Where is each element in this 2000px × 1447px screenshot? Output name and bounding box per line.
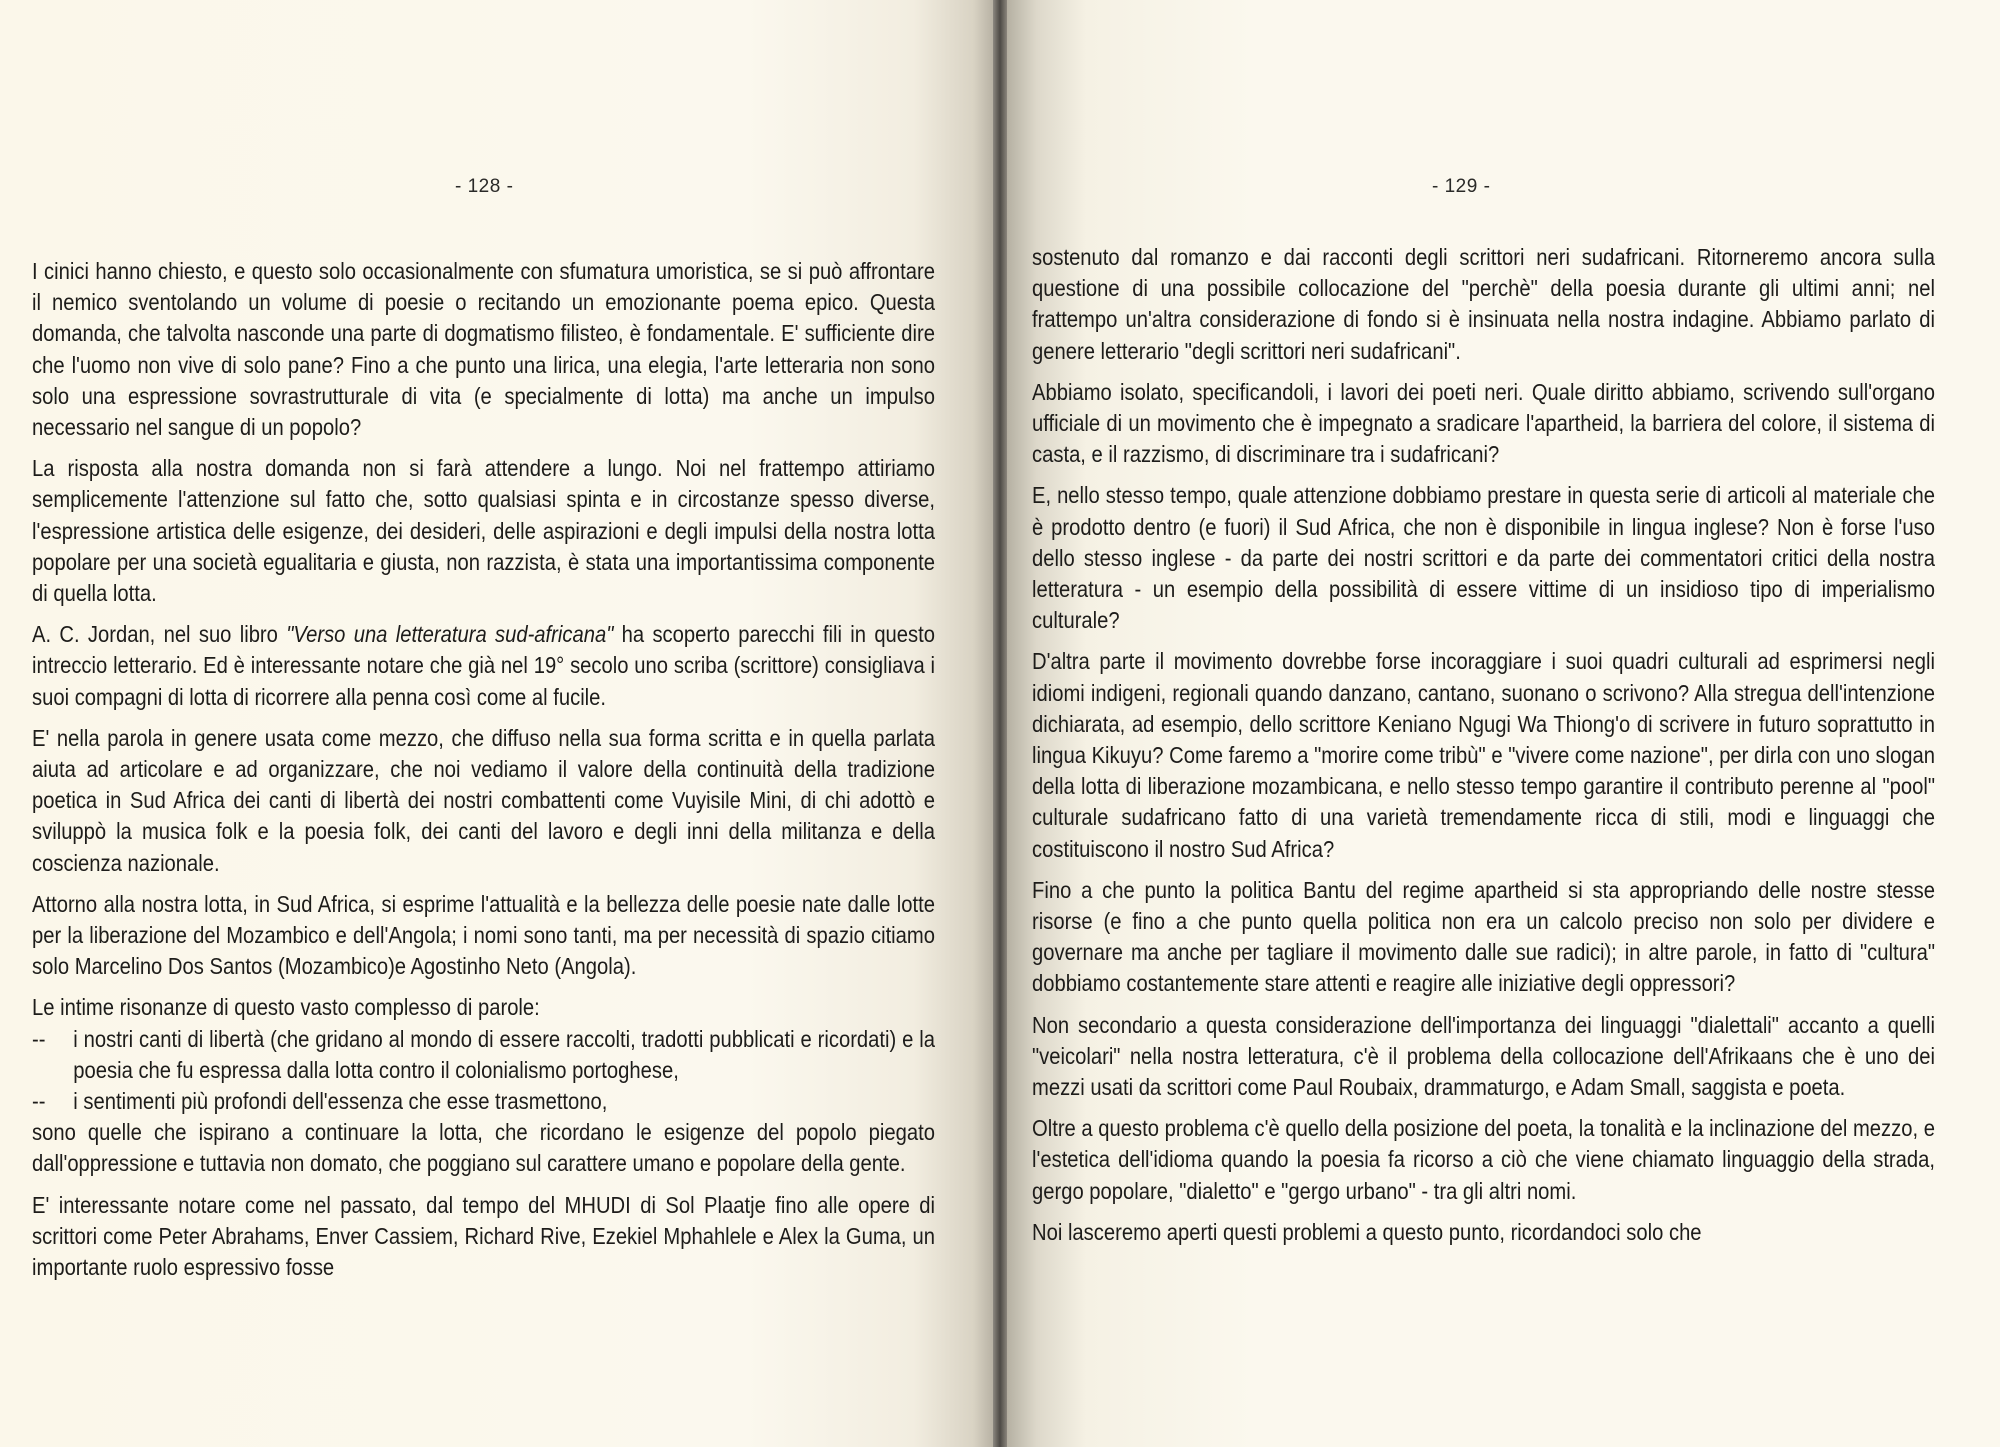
paragraph: I cinici hanno chiesto, e questo solo occasionalmente con sfumatura umoristica, se si può affrontare il nemico sventolando un volume di poesie o recitando un emozionante poema epico. Questa domanda, che talvolta nasconde una parte di dogmatismo filisteo, è fondamentale. E' sufficiente dire che l'uomo non vive di solo pane? Fino a che punto una lirica, una elegia, l'arte letteraria non sono solo una espressione sovrastrutturale di vita (e specialmente di lotta) ma anche un impulso necessario nel sangue di un popolo? — [32, 258, 935, 441]
paragraph: E, nello stesso tempo, quale attenzione dobbiamo prestare in questa serie di articoli al materiale che è prodotto dentro (e fuori) il Sud Africa, che non è disponibile in lingua inglese? Non è forse l'uso dello stesso inglese - da parte dei nostri scrittori e da parte dei commentatori critici della nostra letteratura - un esempio della possibilità di essere vittime di un insidioso tipo di imperialismo culturale? — [1032, 482, 1935, 634]
list-item — [32, 1086, 935, 1117]
paragraph-rest: ha scoperto parecchi fili in questo intreccio letterario. Ed è interessante notare che già nel 19° secolo uno scriba (scrittore) consigliava i suoi compagni di lotta di ricorrere alla penna così come al fucile. — [32, 621, 935, 710]
paragraph: E' nella parola in genere usata come mezzo, che diffuso nella sua forma scritta e in quella parlata aiuta ad articolare e ad organizzare, che noi vediamo il valore della continuità della tradizione poetica in Sud Africa dei canti di libertà dei nostri combattenti come Vuyisile Mini, di chi adottò e sviluppò la musica folk e la poesia folk, dei canti del lavoro e degli inni della militanza e della coscienza nazionale. — [32, 724, 935, 876]
paragraph: D'altra parte il movimento dovrebbe forse incoraggiare i suoi quadri culturali ad esprimersi negli idiomi indigeni, regionali quando danzano, cantano, suonano o scrivono? Alla stregua dell'intenzione dichiarata, ad esempio, dello scrittore Keniano Ngugi Wa Thiong'o di scrivere in futuro soprattutto in lingua Kikuyu? Come faremo a "morire come tribù" e "vivere come nazione", per dirla con uno slogan della lotta di liberazione mozambicana, e nello stesso tempo garantire il contributo perenne al "pool" culturale sudafricano fatto di una varietà tremendamente ricca di stili, modi e linguaggi che costituiscono il nostro Sud Africa? — [1032, 648, 1935, 862]
paragraph: Fino a che punto la politica Bantu del regime apartheid si sta appropriando delle nostre stesse risorse (e fino a che punto quella politica non era un calcolo preciso non solo per dividere e governare ma anche per tagliare il movimento dalle sue radici); in altre parole, in fatto di "cultura" dobbiamo costantemente stare attenti e reagire alle iniziative degli oppressori? — [1032, 876, 1935, 997]
paragraph: E' interessante notare come nel passato, dal tempo del MHUDI di Sol Plaatje fino alle opere di scrittori come Peter Abrahams, Enver Cassiem, Richard Rive, Ezekiel Mphahlele e Alex la Guma, un importante ruolo espressivo fosse — [32, 1191, 935, 1281]
paragraph: Le intime risonanze di questo vasto complesso di parole: — [32, 994, 540, 1021]
book-title: "Verso una letteratura sud-africana" — [286, 621, 614, 648]
right-page-body — [1032, 242, 1935, 1258]
paragraph: Non secondario a questa considerazione dell'importanza dei linguaggi "dialettali" accanto a quelli "veicolari" nella nostra letteratura, c'è il problema della collocazione dell'Afrikaans che è uno dei mezzi usati da scrittori come Paul Roubaix, drammaturgo, e Adam Small, saggista e poeta. — [1032, 1011, 1935, 1101]
page-number-left: - 128 - — [455, 176, 514, 197]
paragraph: sostenuto dal romanzo e dai racconti degli scrittori neri sudafricani. Ritorneremo ancora sulla questione di una possibile collocazione del "perchè" della poesia durante gli ultimi anni; nel frattempo un'altra considerazione di fondo si è insinuata nella nostra indagine. Abbiamo parlato di genere letterario "degli scrittori neri sudafricani". — [1032, 244, 1935, 364]
list-item — [32, 1024, 935, 1086]
left-page — [0, 0, 993, 1447]
dash-marker: -- — [32, 1088, 46, 1115]
right-page — [1007, 0, 2000, 1447]
paragraph-jordan — [32, 619, 935, 713]
left-page-body — [32, 256, 935, 1293]
paragraph: Noi lasceremo aperti questi problemi a questo punto, ricordandoci solo che — [1032, 1218, 1702, 1245]
paragraph: Attorno alla nostra lotta, in Sud Africa, si esprime l'attualità e la bellezza delle poesie nate dalle lotte per la liberazione del Mozambico e dell'Angola; i nomi sono tanti, ma per necessità di spazio citiamo solo Marcelino Dos Santos (Mozambico)e Agostinho Neto (Angola). — [32, 890, 935, 980]
paragraph: Oltre a questo problema c'è quello della posizione del poeta, la tonalità e la inclinazione del mezzo, e l'estetica dell'idioma quando la poesia fa ricorso a ciò che viene chiamato linguaggio della strada, gergo popolare, "dialetto" e "gergo urbano" - tra gli altri nomi. — [1032, 1115, 1935, 1204]
paragraph: Abbiamo isolato, specificandoli, i lavori dei poeti neri. Quale diritto abbiamo, scrivendo sull'organo ufficiale di un movimento che è impegnato a sradicare l'apartheid, la barriera del colore, il sistema di casta, e il razzismo, di discriminare tra i sudafricani? — [1032, 378, 1935, 468]
list-item-text: i nostri canti di libertà (che gridano al mondo di essere raccolti, tradotti pubblicati e ricordati) e la poesia che fu espressa dalla lotta contro il colonialismo portoghese, — [73, 1025, 935, 1083]
list-item-text: i sentimenti più profondi dell'essenza che esse trasmettono, — [73, 1088, 608, 1115]
book-gutter — [993, 0, 1007, 1447]
paragraph: sono quelle che ispirano a continuare la lotta, che ricordano le esigenze del popolo piegato dall'oppressione e tuttavia non domato, che poggiano sul carattere umano e popolare della gente. — [32, 1119, 935, 1177]
paragraph-lead: A. C. Jordan, nel suo libro — [32, 621, 287, 648]
page-number-right: - 129 - — [1432, 176, 1491, 197]
dash-marker: -- — [32, 1025, 46, 1052]
paragraph: La risposta alla nostra domanda non si farà attendere a lungo. Noi nel frattempo attiriamo semplicemente l'attenzione sul fatto che, sotto qualsiasi spinta e in circostanze spesso diverse, l'espressione artistica delle esigenze, dei desideri, delle aspirazioni e degli impulsi della nostra lotta popolare per una società egualitaria e giusta, non razzista, è stata una importantissima componente di quella lotta. — [32, 455, 935, 607]
